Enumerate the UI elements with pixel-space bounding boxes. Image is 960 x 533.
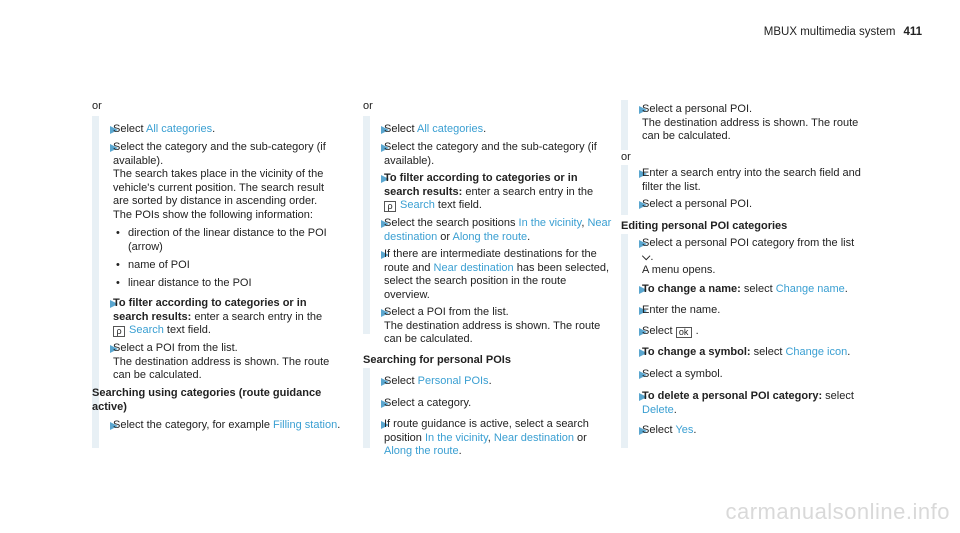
step-route-guidance: If route guidance is active, select a search position In the vicinity, Near destination or Along the route.	[384, 418, 589, 457]
section-heading: Searching using categories (route guidance active)	[92, 387, 322, 413]
search-field-link[interactable]: Search	[129, 324, 164, 336]
search-icon: ρ	[384, 201, 396, 212]
step-bar	[621, 234, 628, 448]
step-select-symbol: Select a symbol.	[642, 368, 723, 380]
in-the-vicinity-link[interactable]: In the vicinity	[424, 431, 488, 444]
step-bar	[621, 100, 628, 150]
step-search-positions: Select the search positions In the vicinity, Near destination or Along the route.	[384, 217, 612, 243]
bullet-item: • direction of the linear distance to the POI (arrow)	[116, 227, 353, 254]
along-the-route-link[interactable]: Along the route	[452, 230, 528, 243]
step-select-category-example: Select the category, for example Filling station.	[113, 419, 341, 431]
personal-pois-link[interactable]: Personal POIs	[417, 375, 489, 387]
all-categories-link[interactable]: All categories	[146, 123, 213, 135]
chevron-down-icon: ⌵	[642, 250, 651, 263]
near-destination-link[interactable]: Near destination	[493, 431, 574, 444]
step-change-name: To change a name: select Change name.	[642, 283, 848, 295]
section-heading: Editing personal POI categories	[621, 220, 788, 232]
step-bar	[621, 165, 628, 215]
page-header	[764, 26, 922, 38]
step-select-all-categories: Select All categories.	[113, 123, 216, 135]
step-filter: To filter according to categories or in search results: enter a search entry in the ρ Search text field.	[384, 172, 594, 211]
step-intermediate: If there are intermediate destinations for the route and Near destination has been selected, select the search position in the route overview.	[384, 248, 610, 301]
change-icon-link[interactable]: Change icon	[785, 346, 848, 358]
in-the-vicinity-link[interactable]: In the vicinity	[518, 217, 582, 229]
watermark: carmanualsonline.info	[725, 499, 950, 524]
or-label: or	[92, 100, 102, 112]
step-select-category: Select a category.	[384, 397, 472, 409]
step-select-all-categories: Select All categories.	[384, 123, 487, 135]
step-change-symbol: To change a symbol: select Change icon.	[642, 346, 851, 358]
step-select-ok: Select ok .	[642, 325, 699, 337]
step-select-poi: Select a POI from the list. The destination address is shown. The route can be calculated.	[113, 342, 330, 381]
step-select-personal-poi: Select a personal POI.	[642, 198, 753, 210]
step-enter-name: Enter the name.	[642, 304, 721, 316]
step-select-poi: Select a POI from the list. The destination address is shown. The route can be calculated.	[384, 306, 601, 345]
or-label: or	[621, 151, 631, 163]
manual-title: MBUX multimedia system	[763, 26, 896, 38]
change-name-link[interactable]: Change name	[775, 283, 845, 295]
step-select-category: Select a personal POI category from the list ⌵. A menu opens.	[642, 237, 855, 276]
filling-station-link[interactable]: Filling station	[273, 419, 338, 431]
step-select-personal-poi: Select a personal POI. The destination address is shown. The route can be calculated.	[642, 103, 859, 142]
search-icon: ρ	[113, 326, 125, 337]
step-select-category: Select the category and the sub-category (if available).	[384, 141, 597, 167]
near-destination-link[interactable]: Near destination	[384, 217, 612, 243]
ok-icon: ok	[676, 327, 692, 338]
bullet-item: • linear distance to the POI	[116, 277, 353, 291]
page-number: 411	[903, 26, 922, 38]
near-destination-link[interactable]: Near destination	[433, 261, 514, 274]
bullet-item: • name of POI	[116, 259, 353, 273]
or-label: or	[363, 100, 373, 112]
along-the-route-link[interactable]: Along the route	[384, 445, 459, 457]
step-filter: To filter according to categories or in search results: enter a search entry in the ρ Search text field.	[113, 297, 323, 336]
step-select-category: Select the category and the sub-category (if available). The search takes place in the vicinity of the vehicle's current position. The search result are sorted by distance in ascending order.	[113, 141, 326, 207]
poi-info-intro: The POIs show the following information:	[113, 209, 313, 221]
step-delete-category: To delete a personal POI category: select Delete.	[642, 390, 854, 416]
section-heading: Searching for personal POIs	[363, 354, 511, 366]
step-enter-search: Enter a search entry into the search field and filter the list.	[642, 167, 861, 193]
step-select-personal-pois: Select Personal POIs.	[384, 375, 492, 387]
step-bar	[363, 116, 370, 334]
all-categories-link[interactable]: All categories	[417, 123, 484, 135]
yes-link[interactable]: Yes	[675, 424, 694, 436]
search-field-link[interactable]: Search	[400, 199, 435, 211]
step-select-yes: Select Yes.	[642, 424, 697, 436]
step-bar	[363, 368, 370, 448]
delete-link[interactable]: Delete	[642, 403, 674, 416]
